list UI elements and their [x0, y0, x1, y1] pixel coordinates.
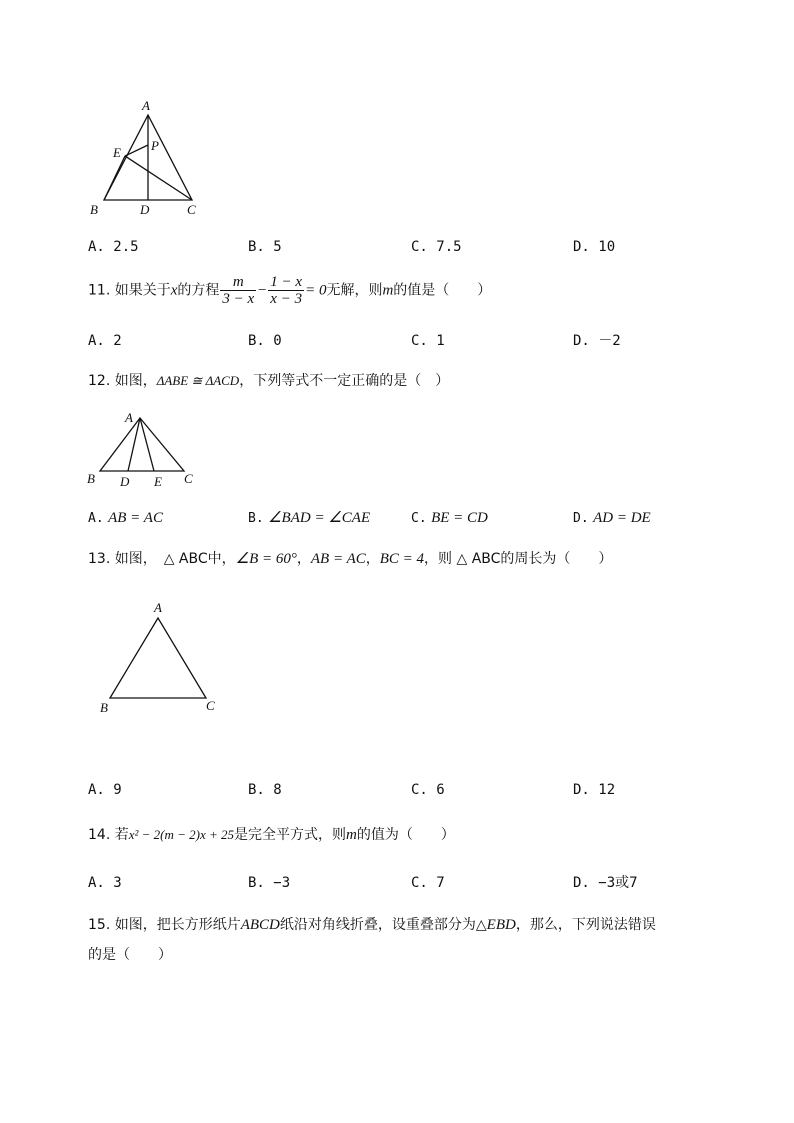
q10-option-c: C. 7.5	[411, 239, 462, 255]
q11-frac1-numerator: m	[220, 274, 256, 291]
q12-option-b-letter: B.	[248, 511, 264, 526]
segment-ec	[125, 156, 192, 200]
segment-ep	[125, 145, 148, 156]
label-a: A	[142, 98, 150, 113]
label-e-q12: E	[154, 474, 162, 489]
q14-option-b: B. −3	[248, 875, 291, 891]
label-b-q12: B	[87, 471, 95, 486]
q11-minus: −	[257, 282, 268, 299]
q11-text4: 的值是（ ）	[393, 282, 492, 299]
q11-frac2-numerator: 1 − x	[270, 274, 303, 290]
q13-option-c: C. 6	[411, 782, 445, 798]
segment-be	[104, 156, 125, 200]
q13-sep2: ，	[365, 551, 380, 567]
q11-number: 11.	[88, 282, 111, 299]
label-b-q13: B	[100, 700, 108, 715]
q11-fraction-1	[220, 274, 256, 307]
q11-var-m: m	[382, 282, 394, 299]
q14-text1: 若	[114, 827, 129, 843]
q11-text1: 如果关于	[114, 282, 171, 299]
q15-abcd: ABCD	[240, 917, 280, 933]
q12-option-a	[88, 509, 163, 528]
q14-text2: 是完全平方式，则	[234, 827, 347, 843]
label-e: E	[113, 145, 121, 160]
q14-option-d: D. −3或7	[573, 875, 638, 891]
q12-option-a-letter: A.	[88, 511, 104, 526]
q12-option-c-letter: C.	[411, 511, 427, 526]
q15-number: 15.	[88, 917, 111, 933]
q13-option-b: B. 8	[248, 782, 282, 798]
label-c: C	[187, 202, 196, 217]
figure-triangle-abc-de	[82, 406, 212, 491]
label-p: P	[151, 138, 159, 153]
q12-option-d	[573, 509, 651, 528]
q11-option-b: B. 0	[248, 333, 282, 349]
question-13	[88, 550, 612, 568]
q13-text1: 如图， △ ABC中，	[114, 551, 236, 567]
q11-frac1-denominator: 3 − x	[222, 291, 255, 307]
question-12	[88, 372, 449, 390]
q15-text1: 如图，把长方形纸片	[114, 917, 241, 933]
label-a-q13: A	[154, 600, 162, 615]
q12-text2: ，下列等式不一定正确的是（ ）	[239, 373, 450, 389]
q14-option-c: C. 7	[411, 875, 445, 891]
q12-option-b	[248, 509, 370, 528]
q14-option-a: A. 3	[88, 875, 122, 891]
q11-text2: 的方程	[177, 282, 220, 299]
q12-option-d-letter: D.	[573, 511, 589, 526]
q13-cond1: ∠B = 60°	[235, 551, 297, 567]
q15-text2: 纸沿对角线折叠，设重叠部分为△	[279, 917, 487, 933]
q13-option-d: D. 12	[573, 782, 616, 798]
triangle-abc-q13	[110, 618, 206, 698]
q13-text2: ，则 △ ABC的周长为（ ）	[424, 551, 613, 567]
q12-option-c	[411, 509, 488, 528]
q13-sep1: ，	[296, 551, 311, 567]
q15-text3: ，那么，下列说法错误	[515, 917, 656, 933]
q11-fraction-2	[268, 274, 304, 307]
question-11	[88, 274, 491, 307]
q11-option-a: A. 2	[88, 333, 122, 349]
q11-text3: 无解，则	[326, 282, 383, 299]
figure-equilateral-triangle	[92, 598, 232, 723]
label-a-q12: A	[125, 410, 133, 425]
q14-text3: 的值为（ ）	[356, 827, 455, 843]
q11-var-x: x	[170, 282, 178, 299]
figure-triangle-abc-altitude	[80, 95, 220, 220]
label-b: B	[90, 202, 98, 217]
q12-number: 12.	[88, 373, 111, 389]
q10-option-d: D. 10	[573, 239, 616, 255]
label-d: D	[140, 202, 150, 217]
q11-frac2-denominator: x − 3	[270, 291, 303, 307]
q13-cond2: AB = AC	[310, 551, 366, 567]
q13-cond3: BC = 4	[379, 551, 425, 567]
question-14	[88, 826, 455, 844]
label-c-q13: C	[206, 698, 215, 713]
q12-option-a-math: AB = AC	[108, 510, 163, 526]
q15-line2: 的是（ ）	[88, 947, 172, 963]
label-d-q12: D	[120, 474, 130, 489]
q12-option-d-math: AD = DE	[593, 510, 651, 526]
q11-eq-zero: = 0	[305, 282, 327, 299]
q12-option-c-math: BE = CD	[431, 510, 488, 526]
q14-expression: x² − 2(m − 2)x + 25	[128, 827, 235, 842]
q10-option-a: A. 2.5	[88, 239, 139, 255]
q14-var-m: m	[346, 827, 357, 843]
q11-option-d: D. －2	[573, 333, 621, 349]
q14-number: 14.	[88, 827, 111, 843]
q12-congruence: ΔABE ≅ ΔACD	[156, 373, 240, 388]
label-c-q12: C	[184, 471, 193, 486]
question-15	[88, 916, 656, 934]
q13-number: 13.	[88, 551, 111, 567]
q10-option-b: B. 5	[248, 239, 282, 255]
q13-option-a: A. 9	[88, 782, 122, 798]
q12-option-b-math: ∠BAD = ∠CAE	[268, 510, 371, 526]
q15-ebd: EBD	[486, 917, 516, 933]
q11-option-c: C. 1	[411, 333, 445, 349]
q12-text1: 如图，	[114, 373, 157, 389]
